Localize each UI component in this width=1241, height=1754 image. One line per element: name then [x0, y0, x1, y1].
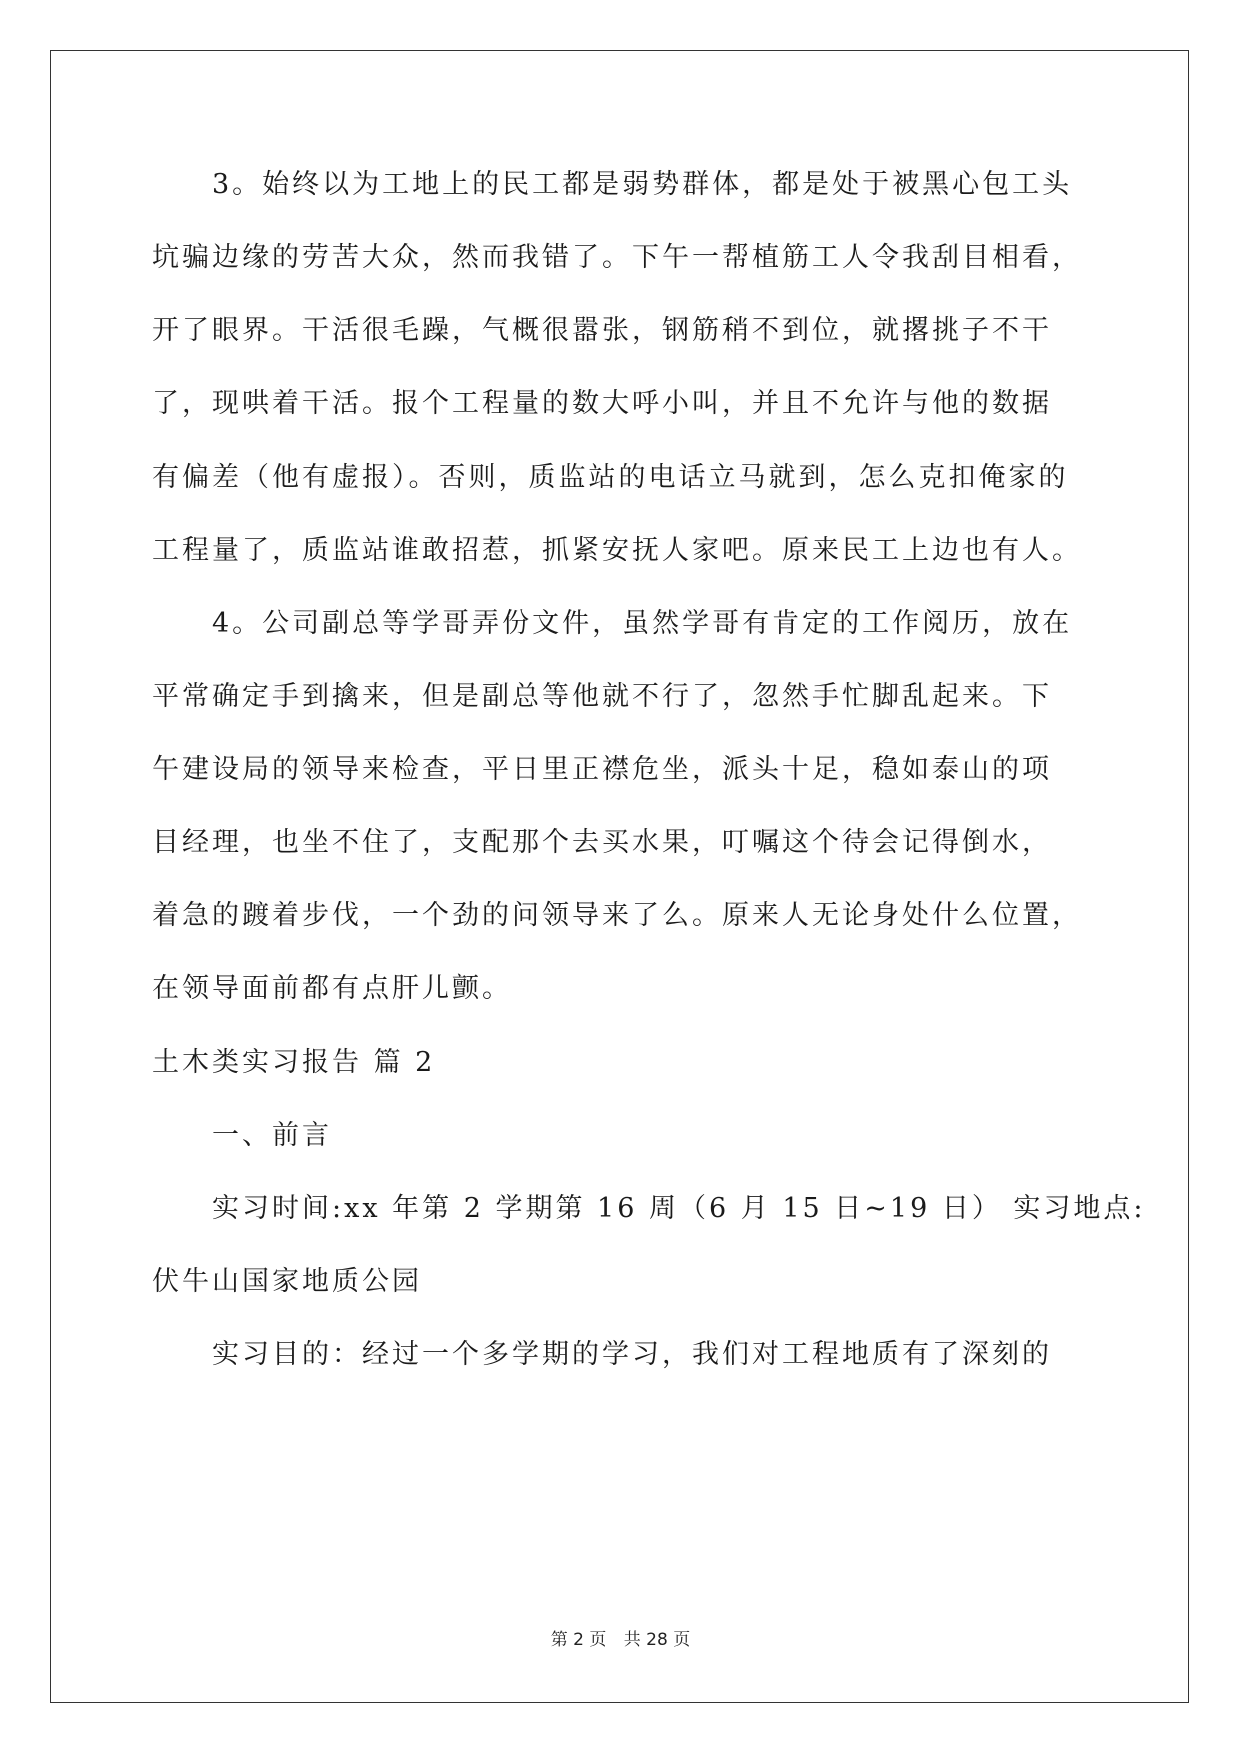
page-number: 第 2 页: [550, 1630, 607, 1650]
page-border: [50, 50, 1189, 1703]
text-line: 开了眼界。干活很毛躁，气概很嚣张，钢筋稍不到位，就撂挑子不干: [152, 315, 1052, 346]
text-line: 平常确定手到擒来，但是副总等他就不行了，忽然手忙脚乱起来。下: [152, 681, 1052, 712]
text-line: 有偏差（他有虚报）。否则，质监站的电话立马就到，怎么克扣俺家的: [152, 462, 1069, 493]
text-line: 工程量了，质监站谁敢招惹，抓紧安抚人家吧。原来民工上边也有人。: [152, 535, 1082, 566]
text-line: 伏牛山国家地质公园: [152, 1266, 422, 1297]
text-line: 午建设局的领导来检查，平日里正襟危坐，派头十足，稳如泰山的项: [152, 754, 1052, 785]
text-line: 4。公司副总等学哥弄份文件，虽然学哥有肯定的工作阅历，放在: [152, 608, 1073, 639]
text-line: 目经理，也坐不住了，支配那个去买水果，叮嘱这个待会记得倒水，: [152, 827, 1052, 858]
section-heading: 土木类实习报告 篇 2: [152, 1047, 436, 1078]
page-footer: [0, 1625, 1241, 1650]
text-line: 实习时间:xx 年第 2 学期第 16 周（6 月 15 日~19 日） 实习地点:: [152, 1193, 1146, 1224]
text-line: 实习目的：经过一个多学期的学习，我们对工程地质有了深刻的: [152, 1339, 1052, 1370]
subsection-heading: 一、前言: [152, 1120, 332, 1151]
text-line: 了，现哄着干活。报个工程量的数大呼小叫，并且不允许与他的数据: [152, 388, 1052, 419]
text-line: 在领导面前都有点肝儿颤。: [152, 973, 512, 1004]
text-line: 坑骗边缘的劳苦大众，然而我错了。下午一帮植筋工人令我刮目相看，: [152, 242, 1082, 273]
page-total: 共 28 页: [623, 1630, 691, 1650]
text-line: 3。始终以为工地上的民工都是弱势群体，都是处于被黑心包工头: [152, 169, 1073, 200]
text-line: 着急的踱着步伐，一个劲的问领导来了么。原来人无论身处什么位置，: [152, 900, 1082, 931]
